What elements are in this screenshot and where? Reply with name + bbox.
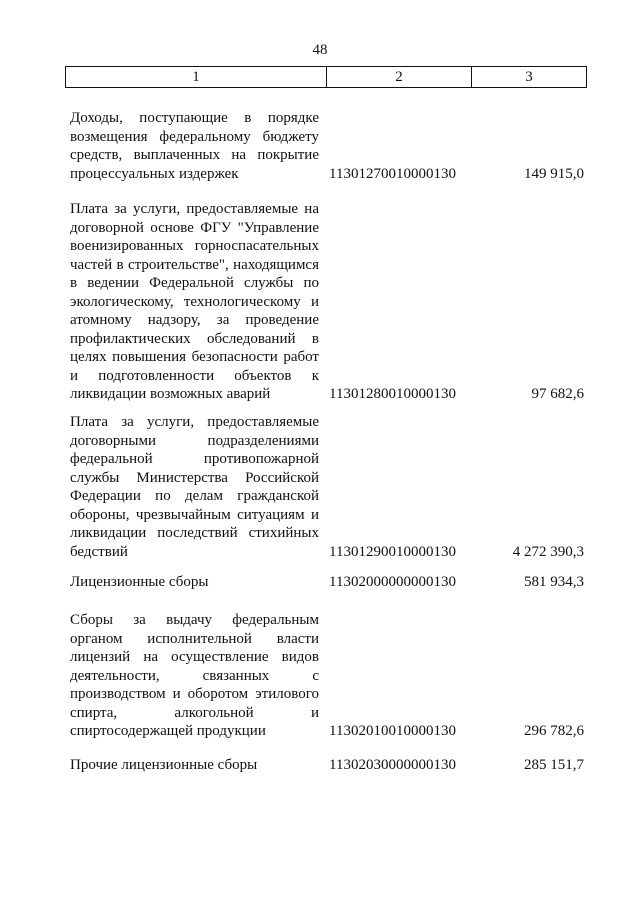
row-amount: 285 151,7 [524, 757, 584, 773]
row-description [70, 573, 319, 592]
description-line: Доходы, поступающие в порядке [70, 110, 319, 126]
description-line: возмещения федеральному бюджету [70, 128, 319, 145]
row-amount: 581 934,3 [524, 574, 584, 590]
description-line: частей в строительстве", находящимся [70, 256, 319, 273]
description-line: экологическому, технологическому и [70, 293, 319, 310]
description-line: Плата за услуги, предоставляемые на [70, 201, 319, 217]
description-line: производством и оборотом этилового [70, 686, 319, 702]
row-code: 11301290010000130 [329, 543, 456, 560]
description-line: процессуальных издержек [70, 165, 239, 182]
row-code: 11302010010000130 [329, 723, 456, 739]
row-code: 11301280010000130 [329, 386, 456, 402]
row-description [70, 611, 319, 741]
description-line: ликвидации возможных аварий [70, 386, 271, 402]
description-line: и подготовленности объектов к [70, 367, 319, 384]
column-header-row [65, 66, 587, 88]
row-description [70, 413, 319, 561]
row-code: 11301270010000130 [329, 165, 456, 182]
description-line: военизированных горноспасательных [70, 238, 319, 254]
row-amount: 4 272 390,3 [512, 543, 584, 560]
description-line: договорными подразделениями [70, 432, 319, 449]
description-line: службы Министерства Российской [70, 469, 319, 486]
description-line: бедствий [70, 543, 128, 560]
row-amount: 149 915,0 [524, 165, 584, 182]
description-line: обороны, чрезвычайным ситуациям и [70, 506, 319, 523]
description-line: атомному надзору, за проведение [70, 312, 319, 328]
column-header-1: 1 [66, 67, 327, 87]
description-line: договорной основе ФГУ "Управление [70, 219, 319, 236]
description-line: средств, выплаченных на покрытие [70, 147, 319, 163]
row-description [70, 200, 319, 404]
page-number: 48 [312, 42, 328, 58]
description-line: федеральной противопожарной [70, 451, 319, 467]
description-line: спирта, алкогольной и [70, 704, 319, 721]
description-line: ликвидации последствий стихийных [70, 525, 319, 541]
row-code: 11302030000000130 [329, 757, 456, 773]
column-header-2: 2 [327, 67, 472, 87]
row-description [70, 756, 319, 775]
row-amount: 296 782,6 [524, 723, 584, 739]
description-line: органом исполнительной власти [70, 630, 319, 647]
description-line: целях повышения безопасности работ [70, 349, 319, 365]
description-line: Лицензионные сборы [70, 574, 209, 590]
row-code: 11302000000000130 [329, 574, 456, 590]
description-line: Сборы за выдачу федеральным [70, 612, 319, 628]
description-line: в ведении Федеральной службы по [70, 275, 319, 291]
description-line: Плата за услуги, предоставляемые [70, 414, 319, 430]
description-line: профилактических обследований в [70, 330, 319, 347]
description-line: Прочие лицензионные сборы [70, 757, 258, 773]
row-description [70, 109, 319, 183]
description-line: спиртосодержащей продукции [70, 723, 266, 739]
description-line: Федерации по делам гражданской [70, 488, 319, 504]
column-header-3: 3 [525, 68, 533, 85]
row-amount: 97 682,6 [531, 386, 584, 402]
description-line: лицензий на осуществление видов [70, 649, 319, 665]
description-line: деятельности, связанных с [70, 667, 319, 684]
